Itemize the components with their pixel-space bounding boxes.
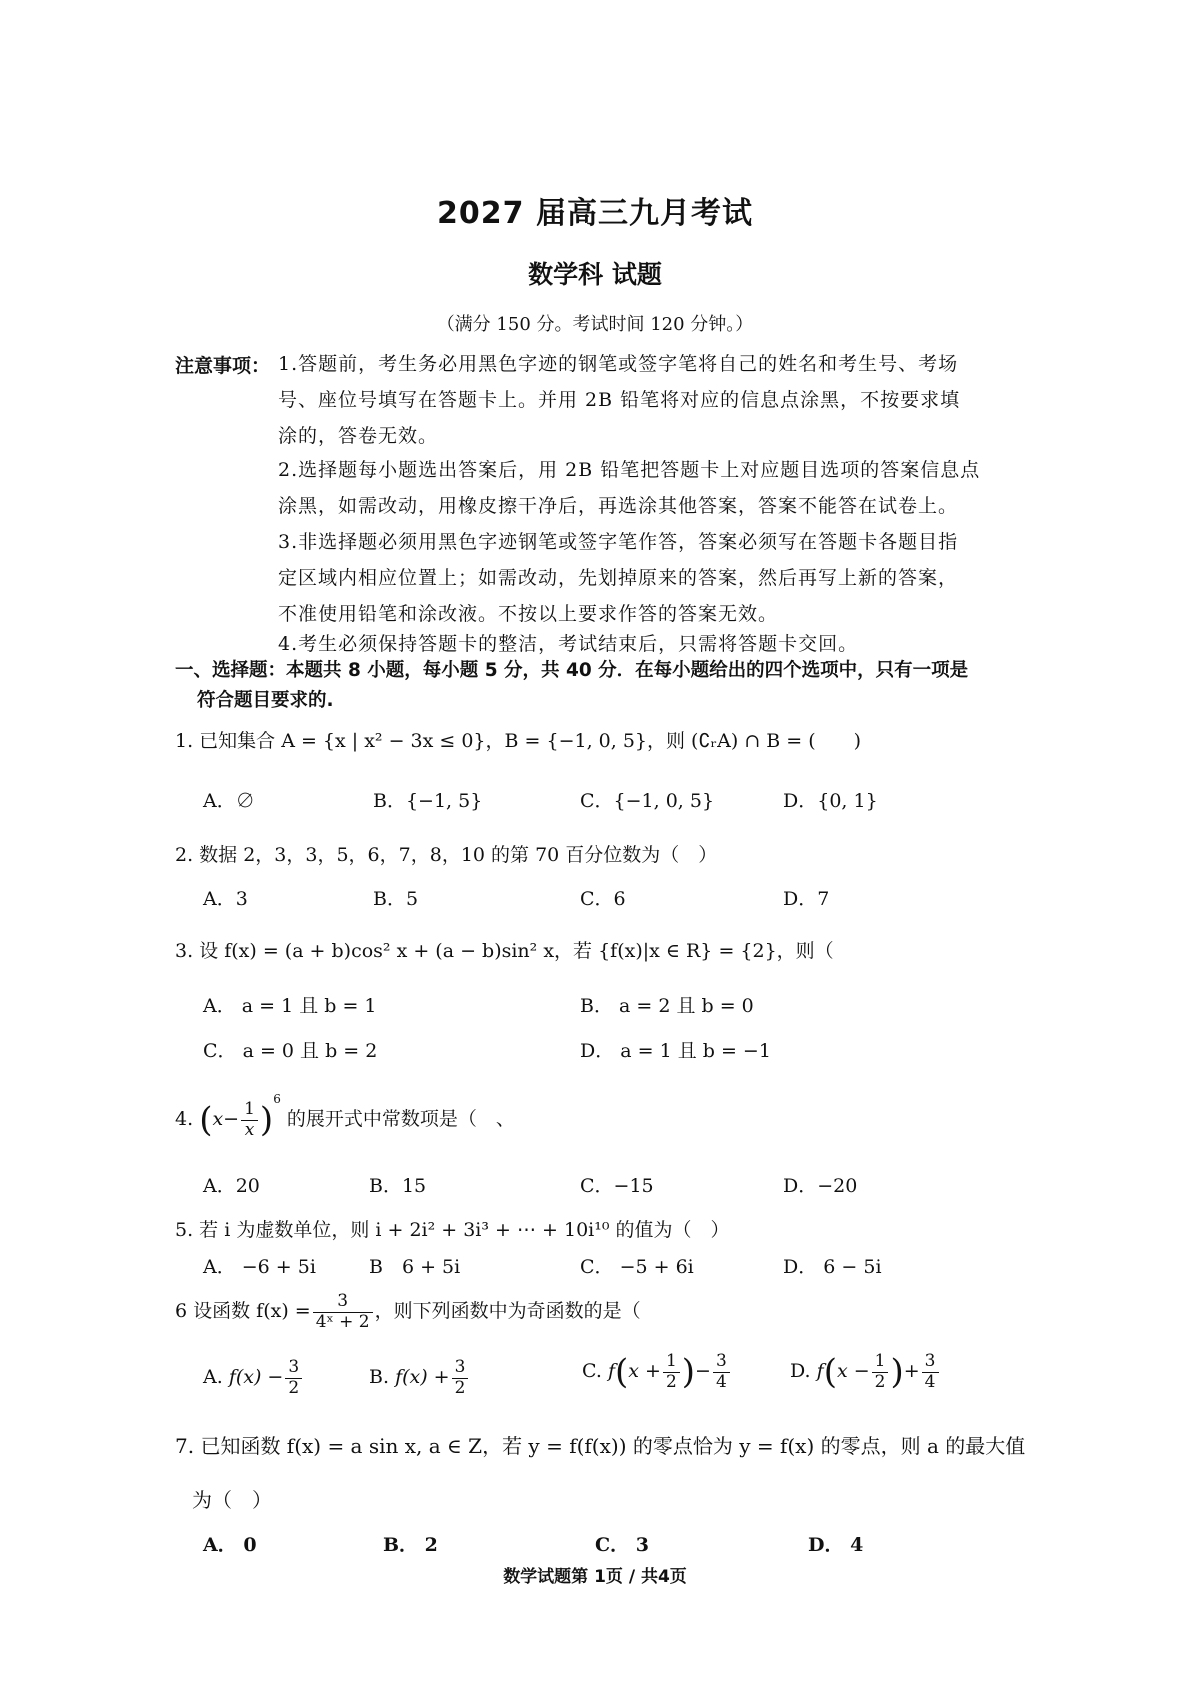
question-3: 3. 设 f(x) = (a + b)cos² x + (a − b)sin² x，若 {f(x)|x ∈ R} = {2}，则（ [175,940,834,962]
section-heading-line2: 符合题目要求的. [197,690,334,711]
q6-denominator: 4ˣ + 2 [315,1311,370,1332]
q5-option-c: C． −5 + 6i [580,1256,694,1278]
frac-numerator: 1 [663,1352,680,1373]
q4-option-b: B．15 [369,1175,427,1197]
notice-num: 4. [278,633,299,655]
notice-num: 3. [278,531,299,553]
q6-fraction [313,1292,373,1332]
notice-text: 答题前，考生务必用黑色字迹的钢笔或签字笔将自己的姓名和考生号、考场 [298,353,959,375]
score-note: （满分 150 分。考试时间 120 分钟。） [436,314,754,335]
question-5: 5. 若 i 为虚数单位，则 i + 2i² + 3i³ + ⋯ + 10i¹⁰ 的值为（ ） [175,1219,730,1241]
q2-option-d: D．7 [783,888,830,910]
frac-denominator: 2 [665,1371,677,1392]
frac-numerator: 1 [872,1352,889,1373]
q4-exponent: 6 [273,1092,281,1106]
frac-denominator: 2 [454,1377,466,1398]
q7-option-c: C． 3 [595,1534,649,1556]
frac-denominator: 2 [874,1371,886,1392]
q2-option-b: B．5 [373,888,419,910]
question-4 [175,1092,1035,1140]
notice-label: 注意事项： [175,355,271,377]
notice-num: 1. [278,353,299,375]
q5-option-d: D． 6 − 5i [783,1256,882,1278]
section-heading [175,656,1035,716]
q4-minus: − [223,1108,240,1130]
q7-option-a: A． 0 [203,1534,257,1556]
q6-option-c [582,1352,732,1392]
notice-line [278,524,1018,560]
q1-option-b: B．{−1, 5} [373,790,483,812]
q2-option-a: A．3 [203,888,248,910]
notice-item-1 [278,346,1018,454]
question-1: 1. 已知集合 A = {x | x² − 3x ≤ 0}，B = {−1, 0, 5}，则 (∁ᵣA) ∩ B = ( ) [175,730,862,752]
q6-option-c-func: f [607,1360,615,1383]
exam-title: 2027 届高三九月考试 [437,196,753,231]
q3-option-b: B． a = 2 且 b = 0 [580,995,754,1017]
q7-option-d: D． 4 [808,1534,864,1556]
notice-line [278,346,1018,382]
notice-text: 考生必须保持答题卡的整洁，考试结束后，只需将答题卡交回。 [298,633,859,655]
q6-option-d-func: f [816,1360,824,1383]
q6-option-b-fraction [452,1358,469,1398]
q1-option-a: A．∅ [203,790,255,812]
q4-option-c: C．−15 [580,1175,654,1197]
q6-option-d-label: D. [790,1360,811,1383]
q4-var: x [212,1108,224,1130]
q6-option-d-inner: x − [836,1360,870,1383]
q1-option-c: C．{−1, 0, 5} [580,790,715,812]
q5-option-a: A． −6 + 5i [203,1256,316,1278]
right-paren: ) [890,1352,904,1393]
frac-numerator: 3 [922,1352,939,1373]
q6-option-c-inner: x + [628,1360,661,1383]
q4-numerator: 1 [241,1100,258,1121]
frac-denominator: 4 [924,1371,936,1392]
q4-number: 4. [175,1108,194,1130]
q6-tail: ，则下列函数中为奇函数的是（ [374,1300,641,1323]
q3-option-a: A． a = 1 且 b = 1 [203,995,377,1017]
q3-option-c: C． a = 0 且 b = 2 [203,1040,378,1062]
q6-option-a-expr: f(x) − [228,1366,284,1389]
q6-option-a-label: A. [203,1366,223,1389]
q6-option-a-fraction [285,1358,302,1398]
q3-option-d: D． a = 1 且 b = −1 [580,1040,771,1062]
left-paren: ( [823,1352,837,1393]
q4-fraction [241,1100,258,1140]
notice-item-3 [278,524,1018,632]
notice-item-2 [278,452,1018,524]
q6-option-d-fraction [922,1352,939,1392]
q7-option-b: B． 2 [383,1534,438,1556]
q4-tail: 的展开式中常数项是（ 、 [286,1108,515,1130]
right-paren: ) [259,1100,274,1140]
q4-option-d: D．−20 [783,1175,858,1197]
frac-numerator: 3 [713,1352,730,1373]
page-footer: 数学试题第 1页 / 共4页 [503,1567,687,1587]
exam-subtitle: 数学科 试题 [528,260,662,289]
notice-line: 定区域内相应位置上；如需改动，先划掉原来的答案，然后再写上新的答案， [278,567,959,589]
q4-denominator: x [244,1119,255,1140]
q6-prefix: 6 设函数 f(x) = [175,1300,311,1323]
q6-option-d [790,1352,941,1392]
q6-option-b-expr: f(x) + [395,1366,450,1389]
notice-line: 号、座位号填写在答题卡上。并用 2B 铅笔将对应的信息点涂黑，不按要求填 [278,389,961,411]
q6-option-c-op: − [695,1360,711,1383]
q6-option-d-inner-fraction [872,1352,889,1392]
q6-option-b [369,1358,470,1398]
frac-denominator: 4 [715,1371,727,1392]
q5-option-b: B 6 + 5i [369,1256,461,1278]
notice-text: 非选择题必须用黑色字迹钢笔或签字笔作答，答案必须写在答题卡各题目指 [298,531,959,553]
q6-option-c-label: C. [582,1360,602,1383]
q6-option-a [203,1358,304,1398]
right-paren: ) [681,1352,696,1393]
q6-option-b-label: B. [369,1366,390,1389]
q6-numerator: 3 [313,1292,373,1313]
question-2: 2. 数据 2，3，3，5，6，7，8，10 的第 70 百分位数为（ ） [175,844,718,866]
frac-denominator: 2 [288,1377,300,1398]
q6-option-d-op: + [903,1360,920,1383]
q6-option-c-fraction [713,1352,730,1392]
question-6 [175,1292,1035,1332]
notice-num: 2. [278,459,299,481]
notice-text: 选择题每小题选出答案后，用 2B 铅笔把答题卡上对应题目选项的答案信息点 [298,459,981,481]
notice-line [278,452,1018,488]
notice-line: 不准使用铅笔和涂改液。不按以上要求作答的答案无效。 [278,603,779,625]
frac-numerator: 3 [285,1358,302,1379]
notice-line: 涂黑，如需改动，用橡皮擦干净后，再选涂其他答案，答案不能答在试卷上。 [278,495,959,517]
left-paren: ( [199,1100,213,1140]
left-paren: ( [615,1352,629,1393]
question-7-line1: 7. 已知函数 f(x) = a sin x, a ∈ Z，若 y = f(f(x)) 的零点恰为 y = f(x) 的零点，则 a 的最大值 [175,1434,1026,1458]
notice-line: 涂的，答卷无效。 [278,425,439,447]
q2-option-c: C．6 [580,888,626,910]
q4-option-a: A．20 [203,1175,260,1197]
q1-option-d: D．{0, 1} [783,790,878,812]
section-heading-line1: 一、选择题：本题共 8 小题，每小题 5 分，共 40 分．在每小题给出的四个选项中，只有一项是 [175,660,969,681]
question-7-line2: 为（ ） [192,1488,272,1512]
q6-option-c-inner-fraction [663,1352,680,1392]
frac-numerator: 3 [452,1358,469,1379]
